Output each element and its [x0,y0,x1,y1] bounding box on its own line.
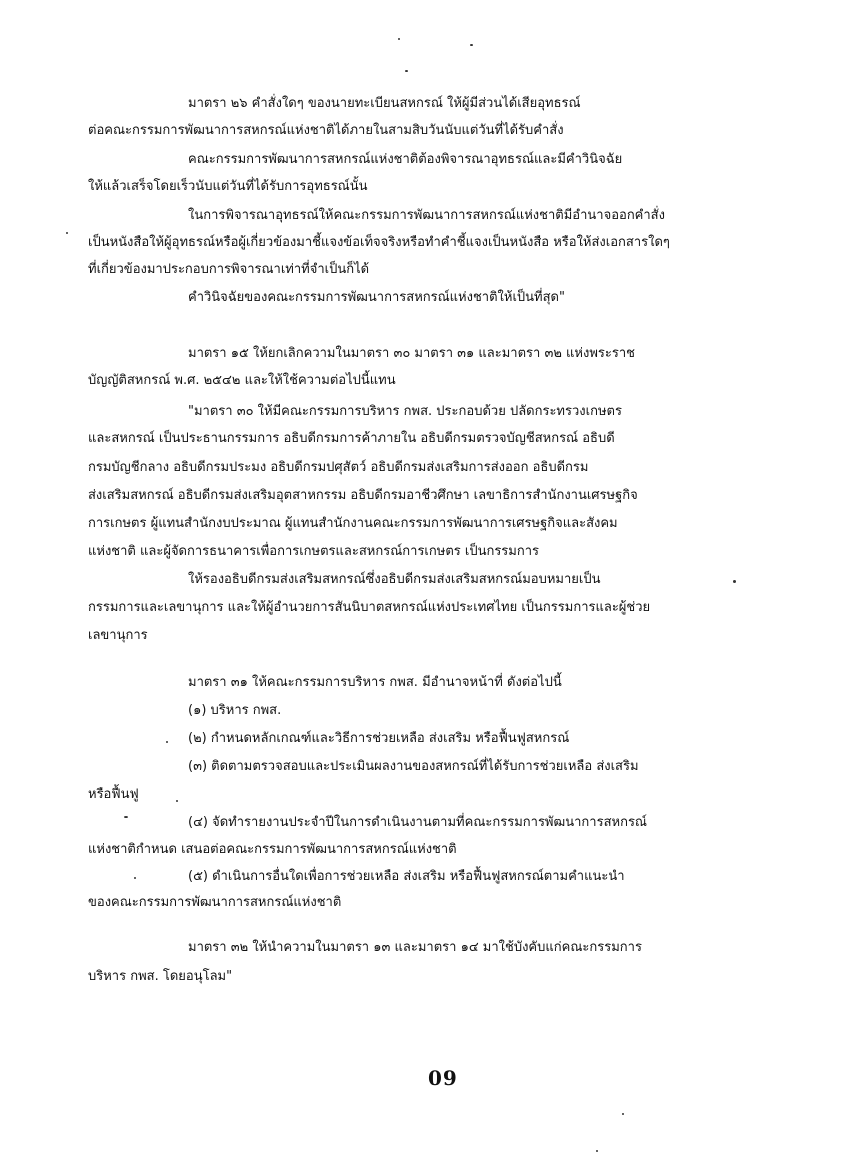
text-line: ของคณะกรรมการพัฒนาการสหกรณ์แห่งชาติ [88,895,342,910]
text-line: (๓) ติดตามตรวจสอบและประเมินผลงานของสหกรณ์ที่ได้รับการช่วยเหลือ ส่งเสริม [188,759,639,774]
text-line: คำวินิจฉัยของคณะกรรมการพัฒนาการสหกรณ์แห่งชาติให้เป็นที่สุด" [188,290,565,305]
scan-speck [66,232,68,234]
text-line: มาตรา ๓๑ ให้คณะกรรมการบริหาร กพส. มีอำนาจหน้าที่ ดังต่อไปนี้ [188,675,562,690]
text-line: (๕) ดำเนินการอื่นใดเพื่อการช่วยเหลือ ส่งเสริม หรือฟื้นฟูสหกรณ์ตามคำแนะนำ [188,869,625,884]
text-line: (๒) กำหนดหลักเกณฑ์และวิธีการช่วยเหลือ ส่งเสริม หรือฟื้นฟูสหกรณ์ [188,731,570,746]
scan-speck [134,877,136,879]
text-line: หรือฟื้นฟู [88,787,139,802]
scan-speck [166,741,168,743]
scan-speck [733,580,736,583]
text-line: บัญญัติสหกรณ์ พ.ศ. ๒๕๔๒ และให้ใช้ความต่อไปนี้แทน [88,373,396,388]
text-line: "มาตรา ๓๐ ให้มีคณะกรรมการบริหาร กพส. ประกอบด้วย ปลัดกระทรวงเกษตร [188,404,622,419]
text-line: มาตรา ๑๕ ให้ยกเลิกความในมาตรา ๓๐ มาตรา ๓๑ และมาตรา ๓๒ แห่งพระราช [188,346,635,361]
scan-speck [596,1150,598,1152]
text-line: (๑) บริหาร กพส. [188,703,282,718]
text-line: (๔) จัดทำรายงานประจำปีในการดำเนินงานตามที่คณะกรรมการพัฒนาการสหกรณ์ [188,815,647,830]
text-line: ให้รองอธิบดีกรมส่งเสริมสหกรณ์ซึ่งอธิบดีกรมส่งเสริมสหกรณ์มอบหมายเป็น [188,572,601,587]
text-line: เป็นหนังสือให้ผู้อุทธรณ์หรือผู้เกี่ยวข้องมาชี้แจงข้อเท็จจริงหรือทำคำชี้แจงเป็นหนังสือ หรือให้ส่งเอกสารใดๆ [88,235,670,250]
text-line: มาตรา ๒๖ คำสั่งใดๆ ของนายทะเบียนสหกรณ์ ให้ผู้มีส่วนได้เสียอุทธรณ์ [188,96,581,111]
text-line: แห่งชาติกำหนด เสนอต่อคณะกรรมการพัฒนาการสหกรณ์แห่งชาติ [88,842,457,857]
text-line: ให้แล้วเสร็จโดยเร็วนับแต่วันที่ได้รับการอุทธรณ์นั้น [88,179,368,194]
scan-speck [176,800,178,802]
text-line: แห่งชาติ และผู้จัดการธนาคารเพื่อการเกษตรและสหกรณ์การเกษตร เป็นกรรมการ [88,544,540,559]
page-number: 09 [428,1066,458,1090]
text-line: บริหาร กพส. โดยอนุโลม" [88,969,233,984]
scan-speck [622,1113,624,1115]
text-line: กรรมการและเลขานุการ และให้ผู้อำนวยการสันนิบาตสหกรณ์แห่งประเทศไทย เป็นกรรมการและผู้ช่วย [88,600,651,615]
text-line: ที่เกี่ยวข้องมาประกอบการพิจารณาเท่าที่จำเป็นก็ได้ [88,262,370,277]
text-line: และสหกรณ์ เป็นประธานกรรมการ อธิบดีกรมการค้าภายใน อธิบดีกรมตรวจบัญชีสหกรณ์ อธิบดี [88,431,615,446]
scan-speck [124,816,128,818]
scan-speck [398,38,400,40]
text-line: การเกษตร ผู้แทนสำนักงบประมาณ ผู้แทนสำนักงานคณะกรรมการพัฒนาการเศรษฐกิจและสังคม [88,516,618,531]
text-line: มาตรา ๓๒ ให้นำความในมาตรา ๑๓ และมาตรา ๑๔ มาใช้บังคับแก่คณะกรรมการ [188,940,642,955]
scan-speck [470,44,473,46]
text-line: ต่อคณะกรรมการพัฒนาการสหกรณ์แห่งชาติได้ภายในสามสิบวันนับแต่วันที่ได้รับคำสั่ง [88,123,564,138]
text-line: ในการพิจารณาอุทธรณ์ให้คณะกรรมการพัฒนาการสหกรณ์แห่งชาติมีอำนาจออกคำสั่ง [188,208,665,223]
text-line: ส่งเสริมสหกรณ์ อธิบดีกรมส่งเสริมอุตสาหกรรม อธิบดีกรมอาชีวศึกษา เลขาธิการสำนักงานเศรษฐกิจ [88,488,638,503]
text-line: คณะกรรมการพัฒนาการสหกรณ์แห่งชาติต้องพิจารณาอุทธรณ์และมีคำวินิจฉัย [188,152,623,167]
text-line: กรมบัญชีกลาง อธิบดีกรมประมง อธิบดีกรมปศุสัตว์ อธิบดีกรมส่งเสริมการส่งออก อธิบดีกรม [88,460,589,475]
scan-speck [405,70,408,72]
text-line: เลขานุการ [88,628,148,643]
